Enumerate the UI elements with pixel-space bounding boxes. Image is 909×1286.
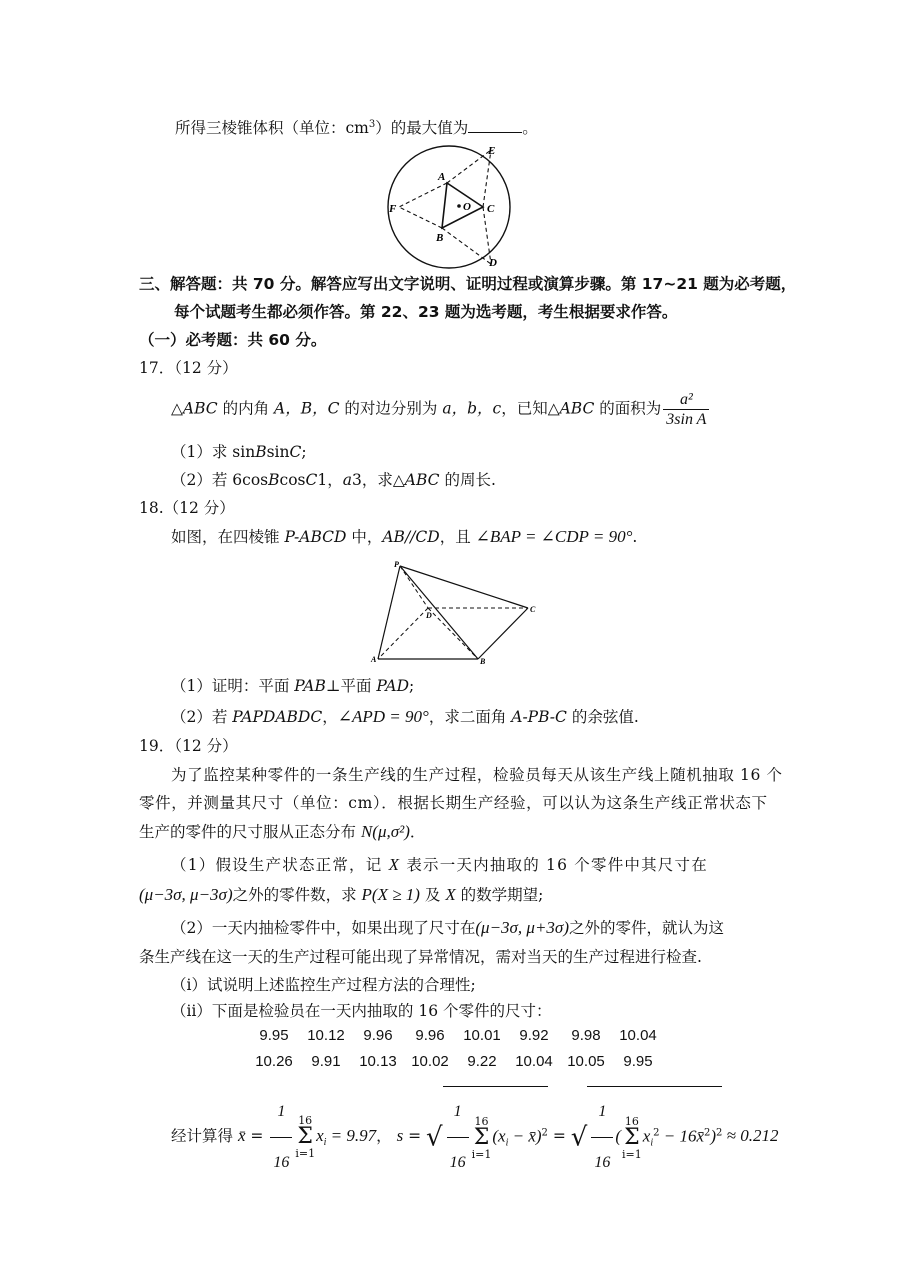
label-A: A [438,171,446,183]
q19-para1-line2: 零件，并测量其尺寸（单位：cm）．根据长期生产经验，可以认为这条生产线正常状态下 [139,794,768,812]
data-row-1: 9.95 10.12 9.96 9.96 10.01 9.92 9.98 10.04 [259,1027,657,1044]
q17-heading: 17．（12 分） [139,359,238,377]
q19-calc-line: 经计算得 x̄ = $\frac{1}{16}$ 16 Σ $i=1x_i = 9.97$， s = √ $\frac{1}{16}$ 16 Σ $i=1(x_i$ − x̄)$^2$ = √ $\frac{1}{16}$ (16 Σ $i=1x_i^2$ − 16x̄$^2$)$^2$ ≈ 0.212 [171,1086,779,1136]
q19-para1-line1: 为了监控某种零件的一条生产线的生产过程，检验员每天从该生产线上随机抽取 16 个 [171,766,783,784]
label-P: P [394,560,399,569]
q19-part1-line1: （1）假设生产状态正常，记 X 表示一天内抽取的 16 个零件中其尺寸在 [171,855,708,874]
q18-heading: 18.（12 分） [139,499,235,517]
q18-part1: （1）证明：平面 PAB⊥平面 PAD; [171,677,415,695]
q17-part2: （2）若 6cosBcosC1，a3，求△ABC 的周长. [171,471,496,489]
q17-stem: △ABC 的内角 A，B，C 的对边分别为 a，b，c，已知△ABC 的面积为 $\frac{\text{a²}}{\text{3sin A}}$ [171,390,711,429]
area-fraction: $\frac{\text{a²}}{\text{3sin A}}$ [663,390,709,429]
q16-tail: ）的最大值为 [375,119,469,137]
label-D: D [426,611,432,620]
label-B: B [480,657,486,666]
data-row-2: 10.26 9.91 10.13 10.02 9.22 10.04 10.05 9.95 [255,1053,653,1070]
q18-part2: （2）若 PAPDABDC，∠APD = 90°，求二面角 A-PB-C 的余弦值. [171,707,639,726]
q19-part2-line1: （2）一天内抽检零件中，如果出现了尺寸在(μ−3σ, μ+3σ)之外的零件，就认为这 [171,918,724,937]
label-D: D [489,257,497,269]
q17-part1: （1）求 sinBsinC; [171,443,307,461]
label-B: B [436,232,444,244]
label-F: F [389,203,397,215]
answer-blank [468,118,522,133]
circle-triangle-figure [385,140,515,270]
q19-heading: 19．（12 分） [139,737,238,755]
section3-line1: 三、解答题：共 70 分。解答应写出文字说明、证明过程或演算步骤。第 17~21 题为必考题， [139,275,797,293]
section3-sub: （一）必考题：共 60 分。 [139,331,327,349]
label-E: E [488,145,496,157]
section3-line2: 每个试题考生都必须作答。第 22、23 题为选考题，考生根据要求作答。 [174,303,678,321]
q16-end: 。 [522,119,538,137]
q16-sup: 3 [368,118,376,130]
q19-part-ii: （ⅱ）下面是检验员在一天内抽取的 16 个零件的尺寸： [171,1002,552,1020]
q19-part1-line2: (μ−3σ, μ−3σ)之外的零件数，求 P(X ≥ 1) 及 X 的数学期望; [139,885,544,904]
q16-text: 所得三棱锥体积（单位：cm [175,119,369,137]
q16-answer-line [175,118,538,138]
pyramid-figure [368,558,548,668]
q18-stem: 如图，在四棱锥 P-ABCD 中，AB//CD，且 ∠BAP = ∠CDP = 90°. [171,527,638,546]
label-C: C [530,605,536,614]
label-C: C [487,203,495,215]
q19-part2-line2: 条生产线在这一天的生产过程可能出现了异常情况，需对当天的生产过程进行检查. [139,948,702,966]
q19-para1-line3: 生产的零件的尺寸服从正态分布 N(μ,σ²)． [139,822,426,841]
label-A: A [371,655,377,664]
label-O: O [463,201,471,213]
q19-part-i: （ⅰ）试说明上述监控生产过程方法的合理性; [171,976,476,994]
